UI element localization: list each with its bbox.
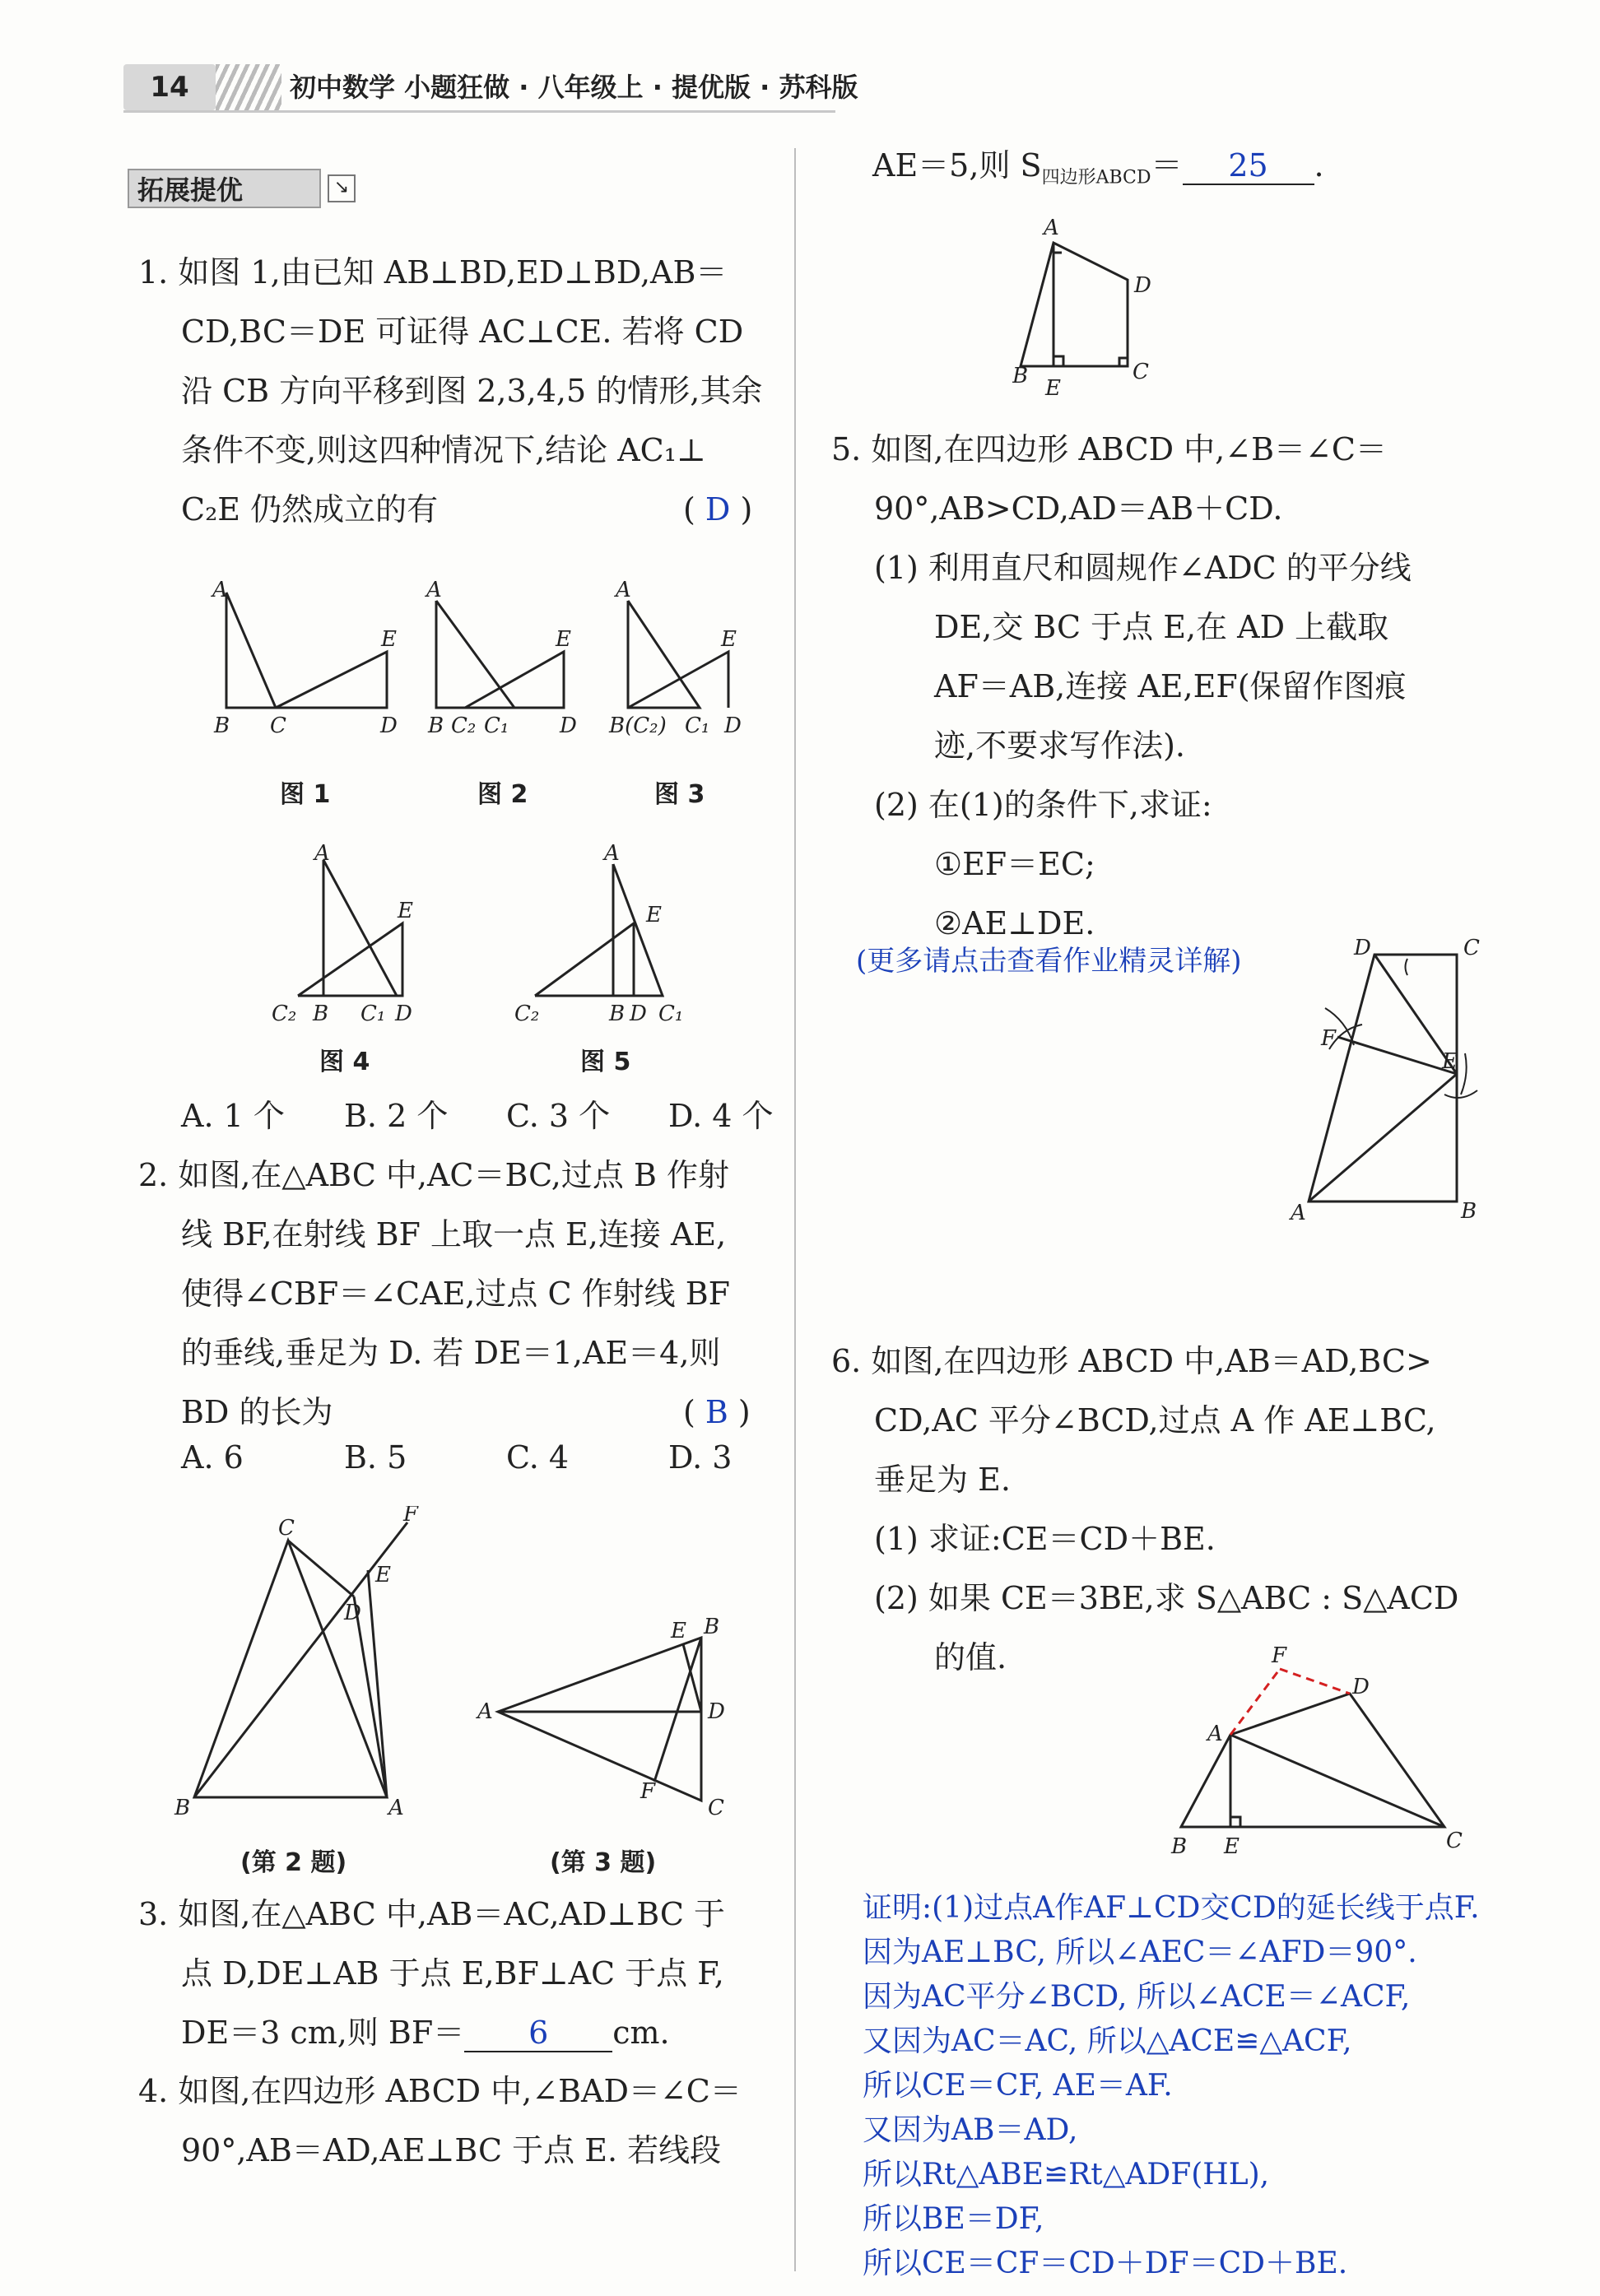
q1-line: 1. 如图 1,由已知 AB⊥BD,ED⊥BD,AB＝	[138, 254, 728, 290]
label-D: D	[1134, 273, 1151, 298]
proof-line: 又因为AC＝AC, 所以△ACE≌△ACF,	[863, 2024, 1352, 2058]
label-A: A	[616, 578, 631, 602]
proof-line: 又因为AB＝AD,	[863, 2113, 1078, 2147]
proof-line: 所以BE＝DF,	[863, 2202, 1044, 2236]
label-A: A	[477, 1699, 493, 1724]
fig5-shape	[613, 864, 663, 996]
label-E: E	[1442, 1049, 1458, 1074]
label-F: F	[1272, 1643, 1287, 1668]
q2-answer-bracket: ( B )	[683, 1394, 751, 1430]
label-B: B	[1012, 364, 1029, 388]
question-4	[138, 2061, 742, 2180]
label-E: E	[398, 899, 413, 923]
q1-line: 沿 CB 方向平移到图 2,3,4,5 的情形,其余	[181, 373, 763, 409]
fig5-shape2	[535, 923, 634, 996]
label-D: D	[1352, 1675, 1370, 1699]
q2-q3-figures	[165, 1506, 757, 1819]
label-C: C	[1463, 936, 1480, 960]
fig4-shape2	[298, 923, 402, 996]
proof-line: 所以Rt△ABE≌Rt△ADF(HL),	[863, 2158, 1270, 2191]
fig-caption: (第 3 题)	[550, 1848, 657, 1877]
label-E: E	[671, 1619, 686, 1643]
q5-line: (1) 利用直尺和圆规作∠ADC 的平分线	[874, 550, 1412, 586]
label-B: B	[704, 1615, 720, 1639]
label-C: C	[1446, 1829, 1463, 1853]
label-C1: C₁	[658, 1002, 684, 1026]
q3-DE	[683, 1644, 701, 1712]
fig-caption: 图 2	[477, 780, 528, 809]
label-C: C	[1133, 360, 1149, 384]
q3-unit: cm.	[612, 2015, 670, 2051]
q2-line: 2. 如图,在△ABC 中,AC＝BC,过点 B 作射	[138, 1157, 729, 1193]
label-B: B	[214, 713, 230, 738]
q5-line: (2) 在(1)的条件下,求证:	[874, 787, 1212, 823]
q2-answer: B	[705, 1394, 728, 1430]
q4-text: AE＝5,则 S	[872, 147, 1042, 184]
q5-line: AF＝AB,连接 AE,EF(保留作图痕	[934, 668, 1407, 704]
fig-caption: 图 5	[580, 1048, 631, 1076]
label-C2: C₂	[272, 1002, 297, 1026]
label-C1: C₁	[360, 1002, 386, 1026]
q5-figure	[1267, 930, 1481, 1226]
q2-line: 线 BF,在射线 BF 上取一点 E,连接 AE,	[181, 1216, 727, 1253]
label-D: D	[380, 713, 398, 738]
label-D: D	[630, 1002, 647, 1026]
q5-line: 90°,AB>CD,AD＝AB＋CD.	[874, 490, 1283, 527]
question-1	[138, 243, 762, 539]
q6-AF-construct	[1230, 1669, 1280, 1735]
label-E: E	[646, 903, 662, 927]
q4-subscript: 四边形ABCD	[1041, 167, 1151, 188]
question-3	[138, 1885, 725, 2062]
label-C: C	[270, 713, 286, 738]
fig-caption: 图 1	[280, 780, 331, 809]
q1-line: CD,BC＝DE 可证得 AC⊥CE. 若将 CD	[181, 314, 744, 350]
label-C1: C₁	[685, 713, 710, 738]
question-5	[831, 420, 1412, 953]
fig-caption: 图 3	[654, 780, 705, 809]
proof-line: 证明:(1)过点A作AF⊥CD交CD的延长线于点F.	[863, 1891, 1480, 1925]
label-B: B	[609, 1002, 626, 1026]
label-A: A	[1207, 1722, 1223, 1746]
q4-right-angle	[1053, 356, 1063, 366]
proof-line: 因为AE⊥BC, 所以∠AEC＝∠AFD＝90°.	[863, 1936, 1417, 1969]
label-BC2: B(C₂)	[609, 713, 667, 738]
proof-line: 所以CE＝CF＝CD＋DF＝CD＋BE.	[863, 2247, 1348, 2280]
q5-arc4	[1461, 1053, 1467, 1095]
fig1-shape	[226, 593, 276, 708]
label-C2: C₂	[514, 1002, 540, 1026]
fig3-shape	[628, 601, 700, 708]
label-B: B	[1171, 1834, 1188, 1859]
label-D: D	[708, 1699, 725, 1724]
q2-option: D. 3	[668, 1439, 733, 1476]
label-C: C	[708, 1796, 724, 1819]
q5-line: ②AE⊥DE.	[934, 905, 1095, 941]
q5-AE	[1309, 1074, 1457, 1201]
label-B: B	[428, 713, 444, 738]
q2-line-DA	[354, 1597, 387, 1797]
q5-quad	[1309, 955, 1457, 1201]
q1-option: C. 3 个	[506, 1098, 611, 1134]
q1-answer-bracket: ( D )	[683, 491, 753, 528]
label-E: E	[721, 627, 737, 652]
column-divider	[794, 148, 796, 2271]
q3-line	[138, 2003, 725, 2062]
q1-answer: D	[705, 491, 731, 528]
q6-line: 的值.	[934, 1639, 1007, 1676]
label-E: E	[375, 1563, 391, 1587]
section-title: 拓展提优	[128, 169, 321, 208]
q4-equals: ＝	[1151, 147, 1183, 184]
label-D: D	[344, 1601, 361, 1625]
fig2-shape2	[436, 652, 564, 708]
label-D: D	[724, 713, 742, 738]
q2-line-AE	[368, 1570, 387, 1797]
label-F: F	[1321, 1026, 1337, 1051]
fig-caption: (第 2 题)	[240, 1848, 347, 1877]
question-2	[138, 1146, 751, 1442]
q3-line: 点 D,DE⊥AB 于点 E,BF⊥AC 于点 F,	[181, 1955, 724, 1992]
page-number: 14	[123, 64, 216, 110]
q4-quad	[1021, 243, 1128, 366]
label-A: A	[388, 1796, 404, 1819]
q6-line: 垂足为 E.	[874, 1462, 1011, 1498]
q6-right-angle	[1230, 1817, 1240, 1827]
q3-line: 3. 如图,在△ABC 中,AB＝AC,AD⊥BC 于	[138, 1896, 725, 1932]
q1-figures	[148, 560, 774, 1086]
q3-line-text: DE＝3 cm,则 BF＝	[181, 2015, 465, 2051]
proof-line: 所以CE＝CF, AE＝AF.	[863, 2069, 1173, 2103]
label-E: E	[556, 627, 571, 652]
q6-line: (2) 如果 CE＝3BE,求 S△ABC : S△ACD	[874, 1580, 1459, 1616]
q5-line: ①EF＝EC;	[934, 846, 1095, 882]
q2-line: 的垂线,垂足为 D. 若 DE＝1,AE＝4,则	[181, 1335, 721, 1371]
proof-line: 因为AC平分∠BCD, 所以∠ACE＝∠ACF,	[863, 1980, 1411, 2014]
header-stripes	[216, 64, 281, 110]
q2-option: B. 5	[344, 1439, 407, 1476]
q5-line: 迹,不要求写作法).	[934, 727, 1185, 764]
q2-option: C. 4	[506, 1439, 570, 1476]
fig4-shape	[323, 860, 397, 996]
q4-answer: 25	[1183, 147, 1314, 185]
label-C1: C₁	[484, 713, 509, 738]
q5-line: 5. 如图,在四边形 ABCD 中,∠B＝∠C＝	[831, 431, 1387, 467]
arrow-icon: ↘	[328, 174, 356, 202]
label-D: D	[1354, 936, 1371, 960]
label-B: B	[1461, 1199, 1477, 1224]
label-E: E	[1045, 376, 1061, 399]
label-F: F	[403, 1506, 419, 1527]
q1-line-text: C₂E 仍然成立的有	[181, 491, 439, 528]
label-A: A	[426, 578, 442, 602]
q1-option: D. 4 个	[668, 1098, 774, 1134]
label-A: A	[1291, 1201, 1306, 1225]
label-C2: C₂	[451, 713, 477, 738]
q2-line-text: BD 的长为	[181, 1394, 333, 1430]
fig3-shape2	[628, 652, 728, 708]
label-D: D	[560, 713, 577, 738]
q5-arc5	[1406, 959, 1408, 975]
q6-line: 6. 如图,在四边形 ABCD 中,AB＝AD,BC>	[831, 1343, 1432, 1379]
label-E: E	[1224, 1834, 1240, 1859]
label-C: C	[278, 1516, 295, 1541]
label-B: B	[174, 1796, 191, 1819]
label-D: D	[395, 1002, 412, 1026]
label-A: A	[212, 578, 228, 602]
q3-answer: 6	[464, 2015, 612, 2052]
proof-block	[863, 1886, 1480, 2286]
q5-EF	[1337, 1037, 1457, 1074]
q4-figure	[1012, 210, 1259, 399]
label-F: F	[640, 1779, 656, 1804]
label-A: A	[314, 841, 330, 866]
book-title: 初中数学 小题狂做 · 八年级上 · 提优版 · 苏科版	[290, 72, 858, 103]
label-A: A	[604, 841, 620, 866]
q1-line	[138, 480, 762, 539]
fig1-shape2	[226, 652, 387, 708]
q6-figure	[1165, 1638, 1477, 1868]
fig-caption: 图 4	[319, 1048, 370, 1076]
q6-FD-construct	[1280, 1669, 1350, 1694]
fig2-shape	[436, 601, 514, 708]
more-details-link[interactable]: (更多请点击查看作业精灵详解)	[856, 945, 1242, 978]
q6-line: (1) 求证:CE＝CD＋BE.	[874, 1521, 1216, 1557]
question-6	[831, 1332, 1458, 1687]
q3-BF	[654, 1638, 701, 1782]
q1-option: A. 1 个	[181, 1098, 285, 1134]
q1-option: B. 2 个	[344, 1098, 449, 1134]
q2-option: A. 6	[181, 1439, 244, 1476]
q4-line: 4. 如图,在四边形 ABCD 中,∠BAD＝∠C＝	[138, 2073, 742, 2109]
q4-continued: AE＝5,则 $S_{四边形ABCD}= 25$ .	[872, 147, 1324, 188]
label-B: B	[313, 1002, 329, 1026]
label-A: A	[1044, 216, 1059, 240]
q2-line: 使得∠CBF＝∠CAE,过点 C 作射线 BF	[181, 1276, 730, 1312]
label-E: E	[381, 627, 397, 652]
q6-line: CD,AC 平分∠BCD,过点 A 作 AE⊥BC,	[874, 1402, 1436, 1438]
q1-line: 条件不变,则这四种情况下,结论 AC₁⊥	[181, 432, 706, 468]
q4-line: 90°,AB＝AD,AE⊥BC 于点 E. 若线段	[181, 2132, 722, 2168]
q3-triangle	[498, 1638, 701, 1801]
q5-line: DE,交 BC 于点 E,在 AD 上截取	[934, 609, 1389, 645]
header-rule	[123, 110, 835, 113]
q6-quad	[1181, 1694, 1444, 1827]
